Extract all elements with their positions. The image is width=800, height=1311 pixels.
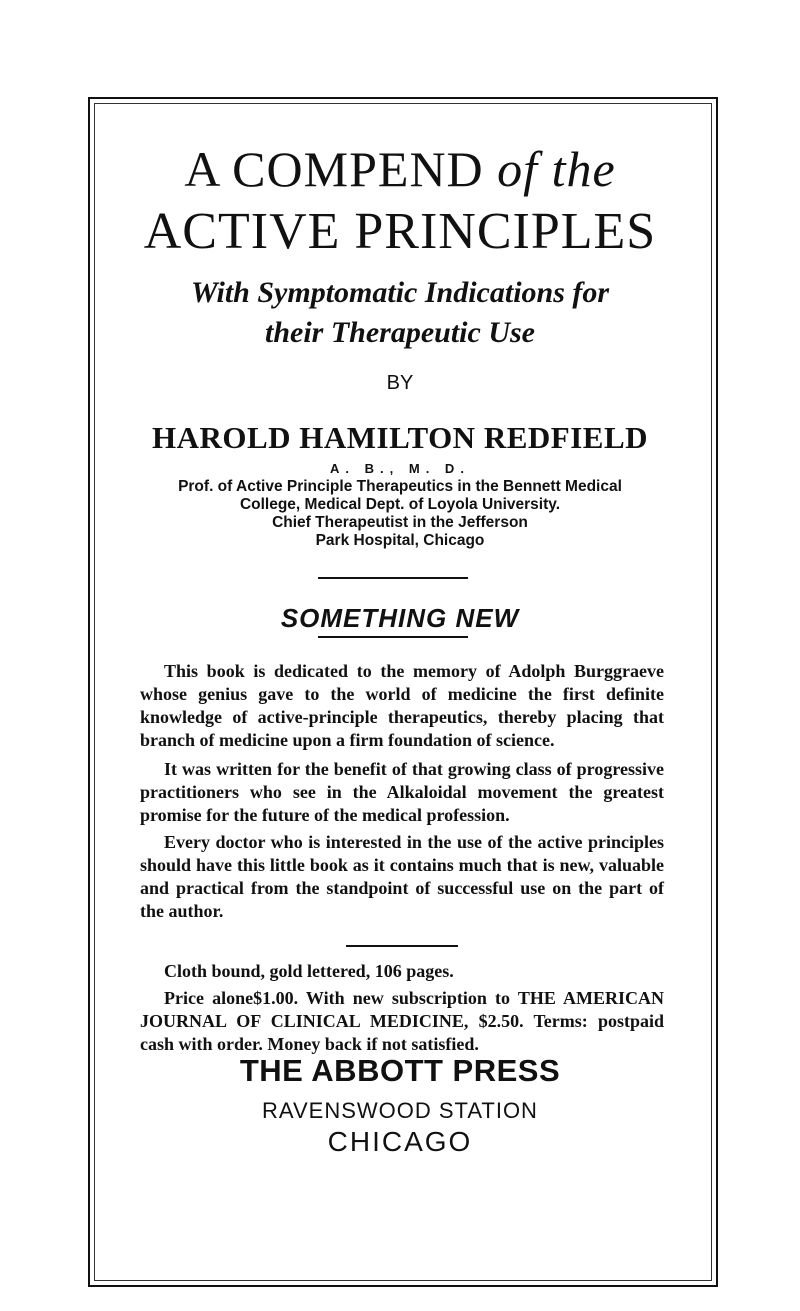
author-degrees: A. B., M. D. (330, 461, 470, 476)
paragraph-dedication: This book is dedicated to the memory of Adolph Burggraeve whose genius gave to the world of medicine the first definite knowledge of active-principle therapeutics, thereby placing that branch of medicine upon a firm foundation of science. (140, 661, 664, 750)
credential-line: College, Medical Dept. of Loyola University. (239, 496, 561, 513)
publisher-name: THE ABBOTT PRESS (239, 1053, 561, 1088)
section-heading: SOMETHING NEW (280, 603, 520, 633)
author-name: HAROLD HAMILTON REDFIELD (151, 420, 649, 455)
credential-line: Chief Therapeutist in the Jefferson (272, 514, 528, 531)
publisher-station: RAVENSWOOD STATION (262, 1098, 538, 1123)
subtitle-line-2: their Therapeutic Use (265, 316, 535, 349)
paragraph-purpose: It was written for the benefit of that growing class of progressive practitioners who see in the Alkaloidal movement the greatest promise for the future of the medical profession. (140, 759, 664, 825)
title-line-2: ACTIVE PRINCIPLES (143, 203, 657, 260)
publisher-city: CHICAGO (327, 1126, 473, 1157)
credential-line: Prof. of Active Principle Therapeutics in the Bennett Medical (178, 478, 622, 495)
credential-line: Park Hospital, Chicago (315, 532, 485, 549)
binding-info: Cloth bound, gold lettered, 106 pages. (164, 961, 454, 981)
divider-details (346, 945, 458, 947)
title-line-1 (0, 140, 800, 198)
price-info: Price alone$1.00. With new subscription to THE AMERICAN JOURNAL OF CLINICAL MEDICINE, $2.50. Terms: postpaid cash with order. Money back if not satisfied. (140, 988, 664, 1054)
subtitle-line-1: With Symptomatic Indications for (190, 276, 610, 309)
title-of-the: of the (497, 141, 616, 197)
paragraph-recommendation: Every doctor who is interested in the use of the active principles should have this little book as it contains much that is new, valuable and practical from the standpoint of successful use on the part of the author. (140, 832, 664, 921)
byline: BY (386, 372, 414, 394)
author-credentials (0, 478, 800, 550)
divider-bottom (318, 636, 468, 638)
title-main: A COMPEND (184, 141, 484, 197)
divider-top (318, 577, 468, 579)
